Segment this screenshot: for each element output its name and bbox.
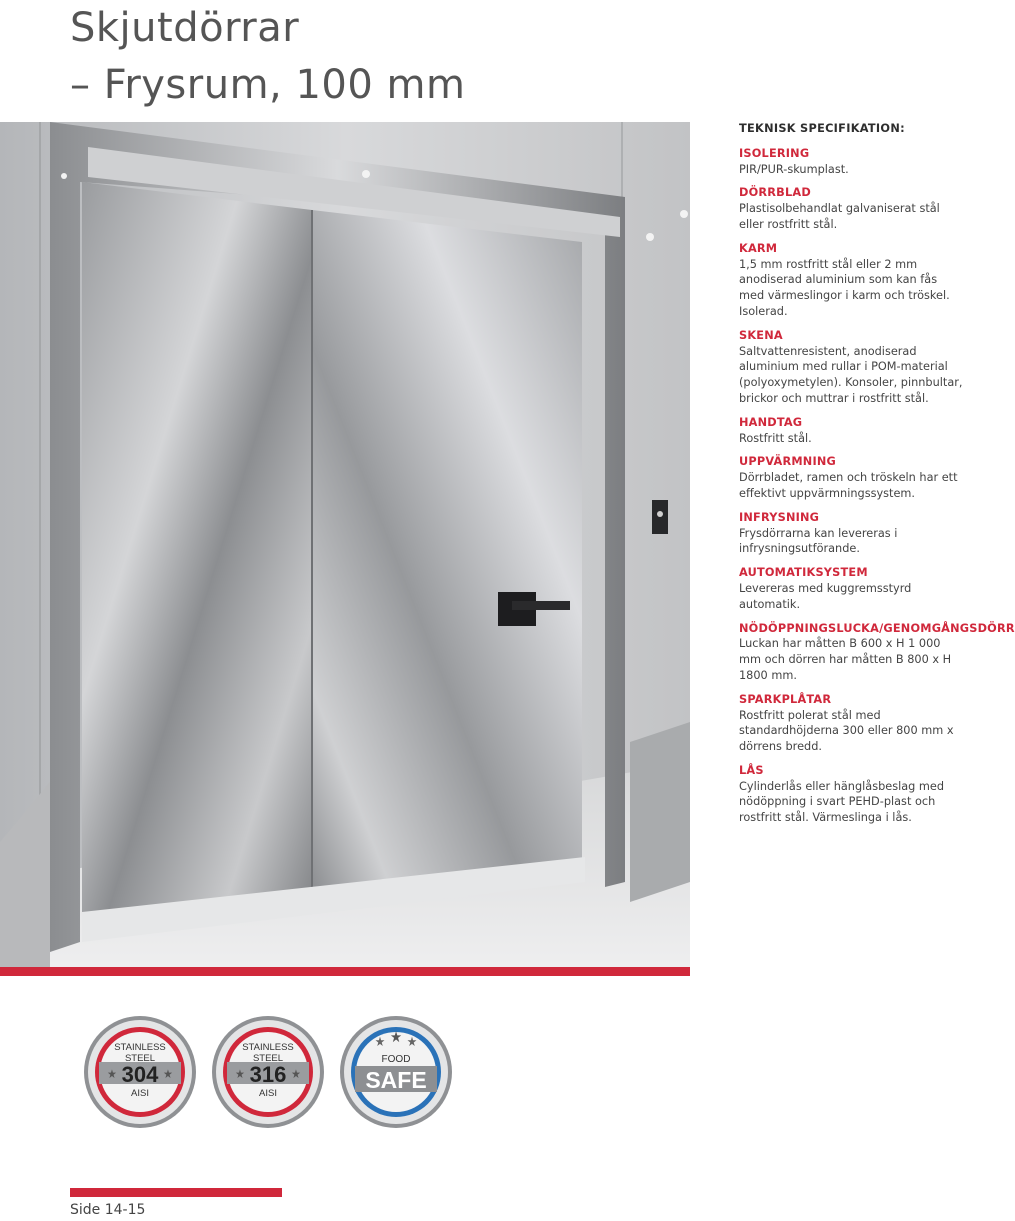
- badge-line2: STEEL: [252, 1053, 284, 1064]
- spec-section-karm: [739, 241, 963, 320]
- badge-line1: STAINLESS: [114, 1042, 166, 1053]
- page-number: Side 14-15: [70, 1202, 146, 1218]
- star-icon: ★: [163, 1067, 173, 1081]
- spec-text: Cylinderlås eller hänglåsbeslag med nödöppning i svart PEHD-plast och rostfritt stål. Värmeslinga i lås.: [739, 779, 945, 825]
- badge-line3: AISI: [259, 1088, 277, 1099]
- spec-heading: DÖRRBLAD: [739, 186, 811, 200]
- star-icon: ★: [291, 1067, 301, 1081]
- badge-number: 316: [249, 1062, 287, 1087]
- spec-heading: SKENA: [739, 328, 783, 342]
- badge-number: 304: [121, 1062, 159, 1087]
- badge-line1: STAINLESS: [242, 1042, 294, 1053]
- spec-heading: INFRYSNING: [739, 510, 820, 524]
- spec-heading: LÅS: [739, 763, 764, 777]
- badge-stainless-316: [210, 1014, 326, 1130]
- spec-heading: KARM: [739, 241, 778, 255]
- badge-food-safe: [338, 1014, 454, 1130]
- spec-text: PIR/PUR-skumplast.: [739, 162, 849, 176]
- spec-text: Luckan har måtten B 600 x H 1 000 mm och dörren har måtten B 800 x H 1800 mm.: [739, 637, 952, 682]
- spec-section-infrysning: [739, 510, 963, 557]
- spec-text: Rostfritt polerat stål med standardhöjderna 300 eller 800 mm x dörrens bredd.: [739, 708, 954, 754]
- spec-heading: UPPVÄRMNING: [739, 455, 836, 469]
- spec-heading: AUTOMATIKSYSTEM: [739, 566, 868, 580]
- spec-text: Levereras med kuggremsstyrd automatik.: [739, 581, 912, 611]
- spec-text: Dörrbladet, ramen och tröskeln har ett effektivt uppvärmningssystem.: [739, 471, 958, 500]
- technical-specification: [739, 121, 1015, 834]
- spec-section-uppvarmning: [739, 454, 963, 501]
- page-title: [70, 0, 465, 114]
- star-icon: ★: [374, 1035, 386, 1050]
- star-icon: ★: [389, 1028, 403, 1046]
- spec-section-dorrblad: [739, 185, 963, 232]
- spec-heading: NÖDÖPPNINGSLUCKA/GENOMGÅNGSDÖRR: [739, 621, 1015, 635]
- badge-number: SAFE: [365, 1067, 427, 1093]
- spec-text: Plastisolbehandlat galvaniserat stål eller rostfritt stål.: [739, 202, 940, 231]
- spec-section-automatiksystem: [739, 565, 963, 612]
- door-photo: [0, 122, 690, 967]
- badge-stainless-304: [82, 1014, 198, 1130]
- spec-text: Saltvattenresistent, anodiserad aluminium med rullar i POM-material (polyoxymetylen). Konsoler, pinnbultar, brickor och muttrar i rostfritt stål.: [739, 344, 963, 405]
- spec-section-isolering: [739, 146, 963, 178]
- spec-text: Rostfritt stål.: [739, 431, 812, 445]
- badge-line1: FOOD: [381, 1054, 411, 1065]
- photo-accent-bar: [0, 967, 690, 976]
- spec-section-sparkplatar: [739, 692, 963, 755]
- footer-accent-bar: [70, 1188, 282, 1197]
- spec-heading: HANDTAG: [739, 415, 803, 429]
- spec-section-las: [739, 763, 963, 826]
- spec-heading: ISOLERING: [739, 146, 810, 160]
- spec-section-skena: [739, 328, 963, 407]
- star-icon: ★: [107, 1067, 117, 1081]
- title-line-1: Skjutdörrar: [70, 5, 300, 51]
- badge-line2: STEEL: [124, 1053, 156, 1064]
- certification-badges: [82, 1014, 482, 1134]
- spec-section-handtag: [739, 415, 963, 447]
- spec-text: Frysdörrarna kan levereras i infrysningsutförande.: [739, 526, 898, 556]
- star-icon: ★: [406, 1035, 418, 1050]
- badge-line3: AISI: [131, 1088, 149, 1099]
- spec-section-nodoppningslucka: [739, 621, 1015, 684]
- star-icon: ★: [235, 1067, 245, 1081]
- spec-text: 1,5 mm rostfritt stål eller 2 mm anodiserad aluminium som kan fås med värmeslingor i karm och tröskel. Isolerad.: [739, 257, 950, 318]
- spec-title: TEKNISK SPECIFIKATION:: [739, 122, 905, 135]
- spec-heading: SPARKPLÅTAR: [739, 692, 832, 706]
- title-line-2: – Frysrum, 100 mm: [70, 62, 466, 108]
